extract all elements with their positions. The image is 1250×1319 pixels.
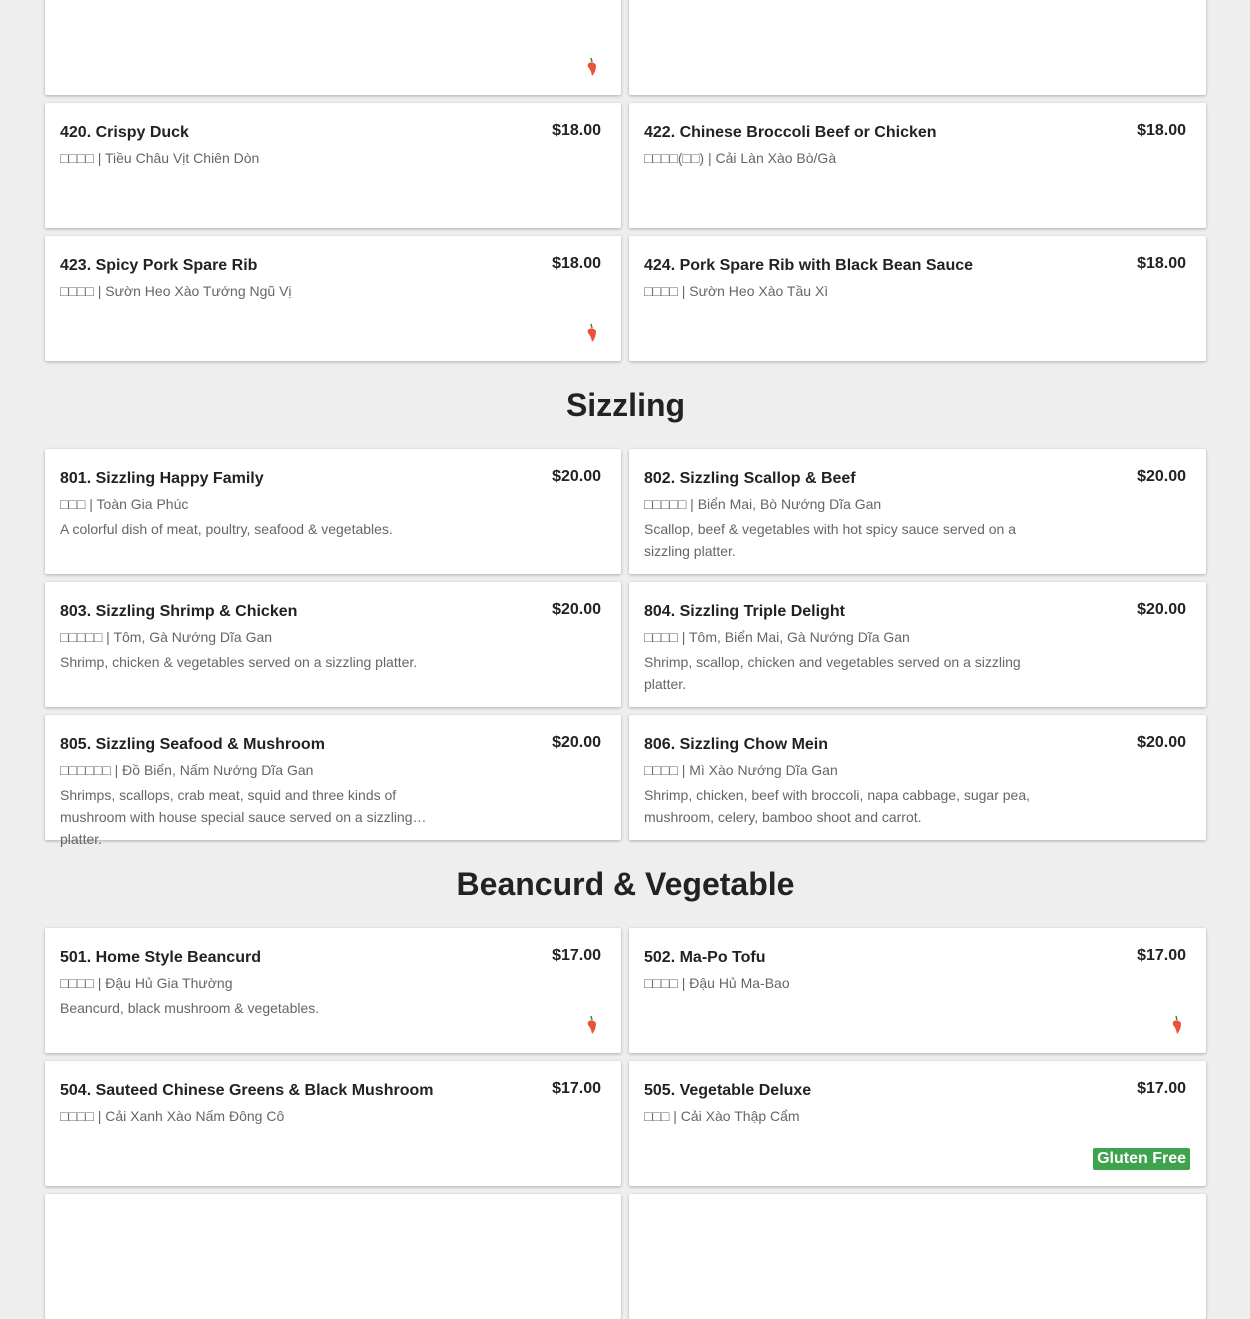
item-subtitle: □□□□ | Đậu Hủ Gia Thường	[60, 975, 233, 991]
item-description: Shrimp, scallop, chicken and vegetables served on a sizzling platter.	[644, 654, 1021, 692]
menu-item-card[interactable]	[45, 1194, 621, 1319]
chili-pepper-icon	[587, 323, 597, 343]
item-description: Shrimps, scallops, crab meat, squid and three kinds of mushroom with house special sauce served on a sizzling platter.	[60, 787, 413, 847]
item-name: 424. Pork Spare Rib with Black Bean Sauce	[644, 257, 974, 274]
menu-item-card[interactable]	[45, 0, 621, 95]
menu-item-card[interactable]	[45, 103, 621, 228]
menu-item-card[interactable]	[629, 1061, 1206, 1186]
gluten-free-badge: Gluten Free	[1093, 1148, 1190, 1170]
menu-item-card[interactable]	[629, 449, 1206, 574]
item-description: Scallop, beef & vegetables with hot spicy sauce served on a sizzling platter.	[644, 521, 1016, 559]
menu-grid	[45, 928, 1206, 1319]
item-subtitle: □□□□□□ | Đồ Biển, Nấm Nướng Dĩa Gan	[60, 762, 314, 778]
item-price: $20.00	[1137, 734, 1186, 751]
item-subtitle: □□□□□ | Tôm, Gà Nướng Dĩa Gan	[60, 629, 273, 645]
item-name: 803. Sizzling Shrimp & Chicken	[60, 603, 298, 620]
chili-pepper-icon	[587, 1015, 597, 1035]
item-price: $20.00	[552, 468, 601, 485]
item-price: $20.00	[552, 734, 601, 751]
item-name: 801. Sizzling Happy Family	[60, 470, 264, 487]
item-subtitle: □□□□ | Cải Xanh Xào Nấm Đông Cô	[60, 1108, 285, 1124]
menu-item-card[interactable]	[45, 715, 621, 847]
menu-item-card[interactable]	[45, 928, 621, 1053]
item-name: 501. Home Style Beancurd	[60, 949, 261, 966]
item-price: $18.00	[1137, 255, 1186, 272]
menu-item-card[interactable]	[45, 1061, 621, 1186]
item-name: 806. Sizzling Chow Mein	[644, 736, 829, 753]
section-heading: Sizzling	[565, 387, 686, 423]
menu-item-card[interactable]	[629, 103, 1206, 228]
menu-grid	[45, 449, 1206, 847]
chili-pepper-icon	[1172, 1015, 1182, 1035]
item-name: 804. Sizzling Triple Delight	[644, 603, 845, 620]
chili-pepper-icon	[587, 57, 597, 77]
item-subtitle: □□□□□ | Biển Mai, Bò Nướng Dĩa Gan	[644, 496, 882, 512]
item-description: Shrimp, chicken, beef with broccoli, napa cabbage, sugar pea, mushroom, celery, bamboo shoot and carrot.	[644, 787, 1031, 825]
item-price: $17.00	[552, 1080, 601, 1097]
item-name: 502. Ma-Po Tofu	[644, 949, 766, 966]
menu-item-card[interactable]	[629, 582, 1206, 707]
menu-list	[45, 0, 1206, 1319]
menu-item-card[interactable]	[629, 0, 1206, 95]
item-name: 805. Sizzling Seafood & Mushroom	[60, 736, 325, 753]
item-name: 504. Sauteed Chinese Greens & Black Mushroom	[60, 1082, 434, 1099]
item-name: 505. Vegetable Deluxe	[644, 1082, 812, 1099]
menu-item-card[interactable]	[45, 582, 621, 707]
menu-grid	[45, 0, 1206, 361]
item-price: $20.00	[1137, 601, 1186, 618]
item-subtitle: □□□□ | Tiều Châu Vịt Chiên Dòn	[60, 150, 260, 166]
menu-item-card[interactable]	[629, 1194, 1206, 1319]
item-price: $17.00	[552, 947, 601, 964]
menu-item-card[interactable]	[629, 928, 1206, 1053]
item-subtitle: □□□□(□□) | Cải Làn Xào Bò/Gà	[644, 150, 837, 166]
item-name: 422. Chinese Broccoli Beef or Chicken	[644, 124, 937, 141]
item-description: A colorful dish of meat, poultry, seafood & vegetables.	[60, 521, 393, 537]
item-price: $18.00	[552, 122, 601, 139]
menu-item-card[interactable]	[629, 236, 1206, 361]
item-price: $20.00	[552, 601, 601, 618]
item-price: $17.00	[1137, 1080, 1186, 1097]
item-subtitle: □□□□ | Sườn Heo Xào Tầu Xì	[644, 283, 829, 299]
item-subtitle: □□□□ | Sườn Heo Xào Tướng Ngũ Vị	[60, 283, 292, 299]
item-name: 423. Spicy Pork Spare Rib	[60, 257, 258, 274]
item-description: Beancurd, black mushroom & vegetables.	[60, 1000, 320, 1016]
item-name: 420. Crispy Duck	[60, 124, 189, 141]
item-subtitle: □□□ | Cải Xào Thập Cẩm	[644, 1108, 800, 1124]
item-price: $20.00	[1137, 468, 1186, 485]
item-price: $17.00	[1137, 947, 1186, 964]
item-name: 802. Sizzling Scallop & Beef	[644, 470, 856, 487]
item-subtitle: □□□□ | Đậu Hủ Ma-Bao	[644, 975, 790, 991]
item-price: $18.00	[1137, 122, 1186, 139]
item-subtitle: □□□ | Toàn Gia Phúc	[60, 496, 189, 512]
section-heading: Beancurd & Vegetable	[456, 866, 795, 902]
item-description: Shrimp, chicken & vegetables served on a sizzling platter.	[60, 654, 418, 670]
item-subtitle: □□□□ | Tôm, Biển Mai, Gà Nướng Dĩa Gan	[644, 629, 910, 645]
menu-item-card[interactable]	[45, 449, 621, 574]
menu-item-card[interactable]	[45, 236, 621, 361]
item-price: $18.00	[552, 255, 601, 272]
item-subtitle: □□□□ | Mì Xào Nướng Dĩa Gan	[644, 762, 838, 778]
menu-item-card[interactable]	[629, 715, 1206, 840]
